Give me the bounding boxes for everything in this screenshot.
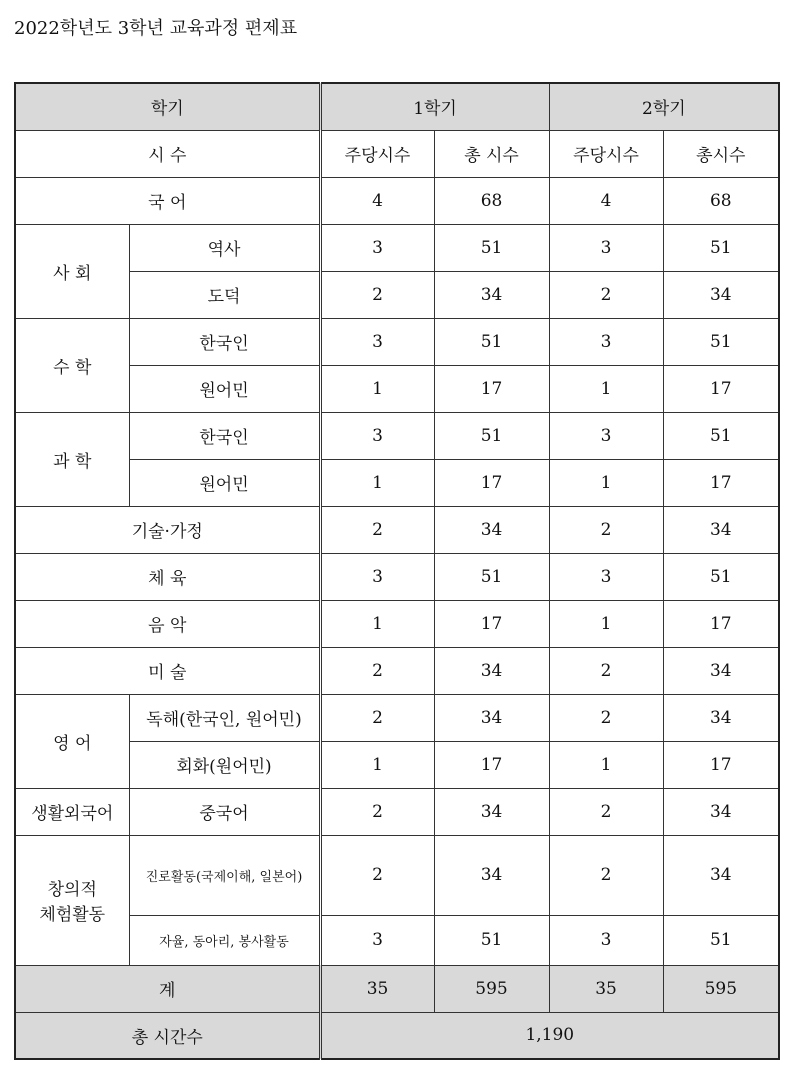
subject-name: 역사 <box>129 224 320 271</box>
header-row-term <box>15 83 779 130</box>
cell-value: 34 <box>663 271 779 318</box>
subject-name: 독해(한국인, 원어민) <box>129 694 320 741</box>
subject-name: 원어민 <box>129 459 320 506</box>
cell-value: 2 <box>320 835 434 915</box>
cell-value: 51 <box>434 412 549 459</box>
cell-value: 2 <box>320 271 434 318</box>
table-row <box>15 271 779 318</box>
subject-name: 한국인 <box>129 412 320 459</box>
sum-label: 계 <box>15 965 320 1012</box>
subject-name: 국 어 <box>15 177 320 224</box>
cell-value: 2 <box>549 835 663 915</box>
cell-value: 34 <box>434 788 549 835</box>
subject-group: 영 어 <box>15 694 129 788</box>
cell-value: 51 <box>663 553 779 600</box>
subject-name: 미 술 <box>15 647 320 694</box>
cell-value: 17 <box>434 365 549 412</box>
header-semester-1: 1학기 <box>320 83 549 130</box>
sum-row <box>15 965 779 1012</box>
cell-value: 2 <box>549 271 663 318</box>
table-row <box>15 365 779 412</box>
cell-value: 68 <box>663 177 779 224</box>
header-total-1: 총 시수 <box>434 130 549 177</box>
table-row <box>15 647 779 694</box>
table-row <box>15 915 779 965</box>
grand-total-label: 총 시간수 <box>15 1012 320 1059</box>
table-row <box>15 600 779 647</box>
cell-value: 1 <box>320 600 434 647</box>
cell-value: 3 <box>320 318 434 365</box>
cell-value: 34 <box>434 835 549 915</box>
cell-value: 34 <box>434 647 549 694</box>
cell-value: 2 <box>549 694 663 741</box>
cell-value: 1 <box>320 365 434 412</box>
cell-value: 51 <box>434 915 549 965</box>
subject-name: 원어민 <box>129 365 320 412</box>
cell-value: 3 <box>320 553 434 600</box>
cell-value: 17 <box>663 741 779 788</box>
subject-name: 진로활동(국제이해, 일본어) <box>129 835 320 915</box>
cell-value: 2 <box>549 788 663 835</box>
cell-value: 17 <box>663 600 779 647</box>
header-term: 학기 <box>15 83 320 130</box>
subject-name: 회화(원어민) <box>129 741 320 788</box>
table-row <box>15 318 779 365</box>
cell-value: 51 <box>663 915 779 965</box>
table-row <box>15 224 779 271</box>
cell-value: 34 <box>663 506 779 553</box>
cell-value: 17 <box>663 459 779 506</box>
cell-value: 3 <box>549 318 663 365</box>
cell-value: 17 <box>434 741 549 788</box>
cell-value: 34 <box>434 271 549 318</box>
page-title: 2022학년도 3학년 교육과정 편제표 <box>14 18 298 39</box>
table-row <box>15 835 779 915</box>
cell-value: 1 <box>549 741 663 788</box>
header-semester-2: 2학기 <box>549 83 779 130</box>
header-weekly-1: 주당시수 <box>320 130 434 177</box>
table-row <box>15 788 779 835</box>
cell-value: 34 <box>434 694 549 741</box>
cell-value: 1 <box>549 459 663 506</box>
subject-name: 중국어 <box>129 788 320 835</box>
subject-group: 과 학 <box>15 412 129 506</box>
header-weekly-2: 주당시수 <box>549 130 663 177</box>
cell-value: 51 <box>663 412 779 459</box>
sum-value: 35 <box>549 965 663 1012</box>
cell-value: 68 <box>434 177 549 224</box>
cell-value: 3 <box>320 224 434 271</box>
header-hours: 시 수 <box>15 130 320 177</box>
subject-name: 자율, 동아리, 봉사활동 <box>129 915 320 965</box>
cell-value: 2 <box>320 788 434 835</box>
table-row <box>15 506 779 553</box>
cell-value: 17 <box>434 459 549 506</box>
table-row <box>15 694 779 741</box>
cell-value: 3 <box>549 224 663 271</box>
cell-value: 1 <box>549 365 663 412</box>
cell-value: 2 <box>320 506 434 553</box>
cell-value: 2 <box>549 647 663 694</box>
cell-value: 1 <box>320 459 434 506</box>
subject-group: 생활외국어 <box>15 788 129 835</box>
cell-value: 34 <box>434 506 549 553</box>
subject-name: 한국인 <box>129 318 320 365</box>
cell-value: 34 <box>663 694 779 741</box>
cell-value: 2 <box>320 694 434 741</box>
cell-value: 51 <box>663 318 779 365</box>
sum-value: 595 <box>663 965 779 1012</box>
cell-value: 4 <box>549 177 663 224</box>
subject-name: 기술·가정 <box>15 506 320 553</box>
cell-value: 51 <box>434 553 549 600</box>
cell-value: 4 <box>320 177 434 224</box>
table-row <box>15 459 779 506</box>
sum-value: 35 <box>320 965 434 1012</box>
subject-name: 체 육 <box>15 553 320 600</box>
subject-name: 음 악 <box>15 600 320 647</box>
table-row <box>15 412 779 459</box>
cell-value: 3 <box>549 412 663 459</box>
sum-value: 595 <box>434 965 549 1012</box>
table-row <box>15 177 779 224</box>
subject-group <box>15 835 129 965</box>
cell-value: 17 <box>663 365 779 412</box>
subject-group: 수 학 <box>15 318 129 412</box>
subject-name: 도덕 <box>129 271 320 318</box>
cell-value: 51 <box>434 318 549 365</box>
header-total-2: 총시수 <box>663 130 779 177</box>
cell-value: 3 <box>549 553 663 600</box>
cell-value: 34 <box>663 835 779 915</box>
cell-value: 3 <box>549 915 663 965</box>
cell-value: 3 <box>320 915 434 965</box>
table-row <box>15 741 779 788</box>
cell-value: 1 <box>320 741 434 788</box>
cell-value: 2 <box>320 647 434 694</box>
cell-value: 2 <box>549 506 663 553</box>
cell-value: 1 <box>549 600 663 647</box>
grand-total-row <box>15 1012 779 1059</box>
cell-value: 34 <box>663 647 779 694</box>
table-row <box>15 553 779 600</box>
cell-value: 3 <box>320 412 434 459</box>
subject-group: 사 회 <box>15 224 129 318</box>
header-row-hours <box>15 130 779 177</box>
cell-value: 51 <box>434 224 549 271</box>
subject-group-line: 체험활동 <box>39 905 106 925</box>
curriculum-table <box>14 82 780 1060</box>
subject-group-line: 창의적 <box>47 880 97 900</box>
cell-value: 17 <box>434 600 549 647</box>
cell-value: 51 <box>663 224 779 271</box>
grand-total-value: 1,190 <box>320 1012 779 1059</box>
cell-value: 34 <box>663 788 779 835</box>
